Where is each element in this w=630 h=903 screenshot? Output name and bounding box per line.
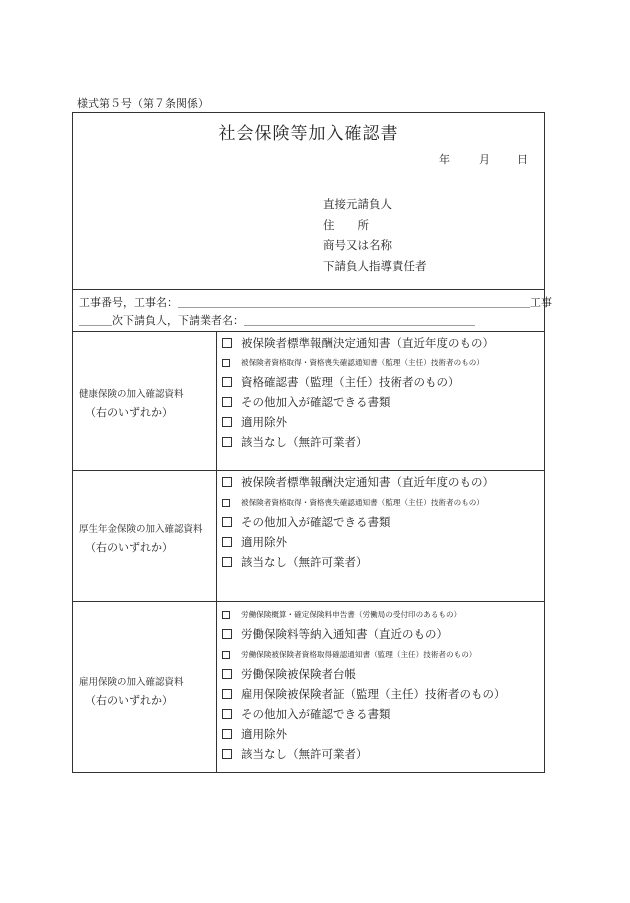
date-day-label: 日 [517, 153, 528, 166]
checkbox[interactable] [222, 477, 232, 487]
checkbox[interactable] [222, 689, 232, 699]
checklist-item[interactable]: 該当なし（無許可業者） [222, 746, 368, 762]
date-month-label: 月 [479, 153, 490, 166]
checklist-item[interactable]: その他加入が確認できる書類 [222, 706, 391, 722]
checklist-item[interactable]: 被保険者資格取得・資格喪失確認通知書（監理（主任）技術者のもの） [222, 357, 484, 368]
section-note: （右のいずれか） [85, 694, 173, 707]
checklist-item[interactable]: 被保険者標準報酬決定通知書（直近年度のもの） [222, 474, 494, 490]
section-label-cell [73, 602, 217, 772]
checkbox[interactable] [222, 338, 232, 348]
direct-contractor-label: 直接元請負人 [323, 197, 392, 211]
checklist-item[interactable]: 適用除外 [222, 414, 287, 430]
checkbox[interactable] [222, 749, 232, 759]
health-insurance-section [73, 331, 544, 471]
checkbox[interactable] [222, 397, 232, 407]
checklist-item[interactable]: 労働保険概算・確定保険料申告書（労働局の受付印のあるもの） [222, 609, 461, 620]
section-note: （右のいずれか） [85, 541, 173, 554]
section-note: （右のいずれか） [85, 406, 173, 419]
checklist-item[interactable]: 雇用保険被保険者証（監理（主任）技術者のもの） [222, 686, 506, 702]
company-name-label: 商号又は名称 [323, 238, 392, 252]
confirmation-form [72, 112, 552, 773]
form-code: 様式第５号（第７条関係） [77, 97, 209, 110]
checkbox[interactable] [222, 611, 230, 619]
checkbox[interactable] [222, 537, 232, 547]
pension-insurance-section [73, 471, 544, 602]
checkbox[interactable] [222, 499, 230, 507]
date-year-label: 年 [439, 153, 450, 166]
checklist-item[interactable]: 被保険者資格取得・資格喪失確認通知書（監理（主任）技術者のもの） [222, 497, 484, 508]
checklist-item[interactable]: 労働保険被保険者台帳 [222, 666, 356, 682]
checkbox[interactable] [222, 669, 232, 679]
form-header [73, 113, 544, 290]
section-label-cell [73, 471, 217, 601]
section-label: 厚生年金保険の加入確認資料 [79, 524, 203, 535]
checkbox[interactable] [222, 437, 232, 447]
checkbox[interactable] [222, 651, 230, 659]
work-name-field: 工事番号，工事名：＿＿＿＿＿＿＿＿＿＿＿＿＿＿＿＿＿＿＿＿＿＿＿＿＿＿＿＿＿＿＿＿工事 [79, 296, 552, 309]
checkbox[interactable] [222, 557, 232, 567]
checklist-item[interactable]: 適用除外 [222, 534, 287, 550]
checklist-item[interactable]: 適用除外 [222, 726, 287, 742]
section-label-cell [73, 331, 217, 470]
checklist-item[interactable]: 該当なし（無許可業者） [222, 434, 368, 450]
checkbox[interactable] [222, 417, 232, 427]
checklist-item[interactable]: 被保険者標準報酬決定通知書（直近年度のもの） [222, 335, 494, 351]
subcontractor-name-field: ＿＿＿次下請負人，下請業者名：＿＿＿＿＿＿＿＿＿＿＿＿＿＿＿＿＿＿＿＿＿ [79, 314, 475, 327]
checkbox[interactable] [222, 377, 232, 387]
section-label: 雇用保険の加入確認資料 [79, 677, 184, 688]
checklist-item[interactable]: 労働保険被保険者資格取得確認通知書（監理（主任）技術者のもの） [222, 649, 476, 660]
checkbox[interactable] [222, 517, 232, 527]
checklist-item[interactable]: その他加入が確認できる書類 [222, 514, 391, 530]
checklist-item[interactable]: 資格確認書（監理（主任）技術者のもの） [222, 374, 460, 390]
work-info [73, 289, 552, 332]
section-label: 健康保険の加入確認資料 [79, 389, 184, 400]
checklist-item[interactable]: 該当なし（無許可業者） [222, 554, 368, 570]
supervisor-label: 下請負人指導責任者 [323, 258, 427, 273]
address-label: 住 所 [323, 217, 369, 232]
form-title: 社会保険等加入確認書 [218, 124, 399, 144]
checklist-item[interactable]: その他加入が確認できる書類 [222, 394, 391, 410]
checkbox[interactable] [222, 709, 232, 719]
checklist-item[interactable]: 労働保険料等納入通知書（直近のもの） [222, 626, 448, 642]
checkbox[interactable] [222, 629, 232, 639]
checkbox[interactable] [222, 729, 232, 739]
checkbox[interactable] [222, 359, 230, 367]
contractor-block [323, 194, 427, 276]
employment-insurance-section [73, 602, 544, 772]
